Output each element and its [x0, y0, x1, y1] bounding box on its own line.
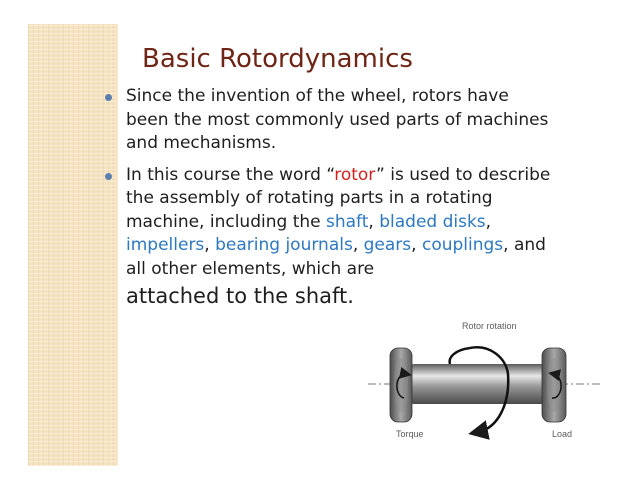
comma: , — [352, 235, 364, 255]
comma: , — [411, 235, 422, 255]
shaft — [410, 364, 550, 404]
slide-title: Basic Rotordynamics — [142, 44, 413, 74]
rotor-diagram — [366, 318, 606, 443]
left-disk-face — [394, 358, 408, 412]
bullet-item-1 — [104, 85, 554, 156]
load-label: Load — [552, 429, 573, 439]
bullet-2-text-b: ” is used to describe the assembly of rotating parts in a rotating machine, including the — [126, 164, 551, 232]
term-gears: gears — [363, 235, 412, 255]
comma: , — [485, 211, 492, 232]
rotor-rotation-label: Rotor rotation — [462, 321, 517, 331]
bullet-2-tail: attached to the shaft. — [126, 284, 354, 308]
term-couplings: couplings — [421, 235, 504, 255]
bullet-1-text: Since the invention of the wheel, rotors have been the most commonly used parts of machines and mechanisms. — [126, 86, 549, 153]
term-bearing-journals: bearing journals — [215, 235, 353, 255]
right-disk-face — [547, 358, 561, 412]
comma: , — [204, 235, 216, 255]
rotation-arrow-top — [450, 348, 470, 364]
torque-label: Torque — [396, 429, 424, 439]
term-bladed-disks: bladed disks — [379, 211, 486, 232]
bullet-dot-icon — [105, 94, 112, 101]
rotor-figure — [366, 318, 606, 443]
bullet-item-2 — [104, 164, 554, 312]
bullet-dot-icon — [105, 173, 112, 180]
bullet-2-text-a: In this course the word “ — [126, 164, 335, 185]
term-impellers: impellers — [126, 235, 205, 255]
bullet-list — [104, 85, 554, 319]
bullet-2-text-c: , and all other elements, which are — [126, 235, 546, 279]
comma: , — [368, 211, 380, 232]
term-rotor: rotor — [334, 164, 377, 185]
term-shaft: shaft — [326, 211, 369, 232]
